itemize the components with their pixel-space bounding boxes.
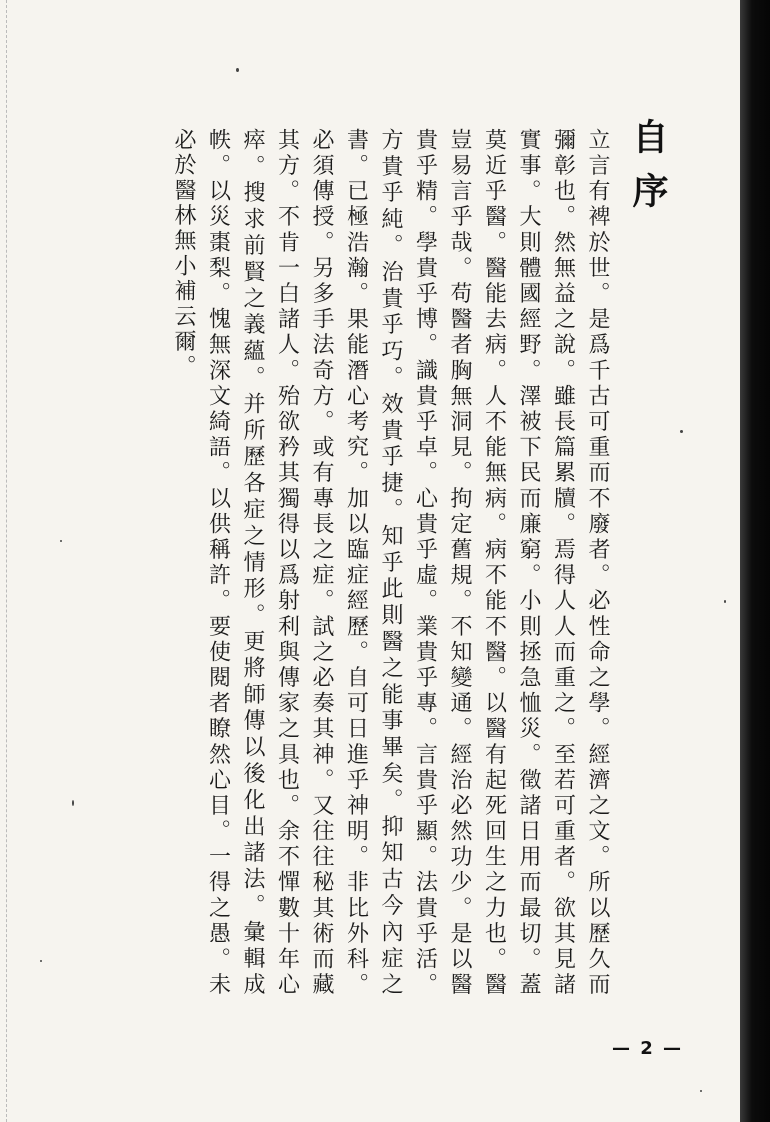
- preface-body: [171, 128, 614, 998]
- page-number: — 2 —: [612, 1038, 684, 1059]
- scan-speck: [700, 1090, 702, 1092]
- scan-speck: [236, 68, 239, 72]
- left-page-edge: [0, 0, 7, 1122]
- scan-speck: [724, 600, 726, 603]
- scan-speck: [60, 540, 62, 542]
- book-binding-edge: [740, 0, 770, 1122]
- page-title: 自序: [627, 118, 669, 226]
- scan-speck: [72, 800, 74, 806]
- preface-paragraph: 立言有裨於世。是爲千古可重而不廢者。必性命之學。經濟之文。所以歷久而彌彰也。然無益之說。雖長篇累牘。焉得人人而重之。至若可重者。欲其見諸實事。大則體國經野。澤被下民而廉窮。小則拯急恤災。徵諸日用而最切。蓋莫近乎醫。醫能去病。人不能無病。病不能不醫。以醫有起死回生之力也。醫豈易言乎哉。苟醫者胸無洞見。拘定舊規。不知變通。經治必然功少。是以醫貴乎精。學貴乎博。識貴乎卓。心貴乎虛。業貴乎專。言貴乎顯。法貴乎活。方貴乎純。治貴乎巧。效貴乎捷。知乎此則醫之能事畢矣。抑知古今內症之書。已極浩瀚。果能潛心考究。加以臨症經歷。自可日進乎神明。非比外科。必須傳授。另多手法奇方。或有專長之症。試之必奏其神。又往往秘其術而藏其方。不肯一白諸人。殆欲矜其獨得以爲射利與傳家之具也。余不憚數十年心瘁。搜求前賢之義蘊。并所歷各症之情形。更將師傳以後化出諸法。彙輯成帙。以災棗梨。愧無深文綺語。以供稱許。要使閱者瞭然心目。一得之愚。未必於醫林無小補云爾。: [171, 128, 610, 998]
- scan-speck: [680, 430, 683, 433]
- scan-speck: [40, 960, 42, 962]
